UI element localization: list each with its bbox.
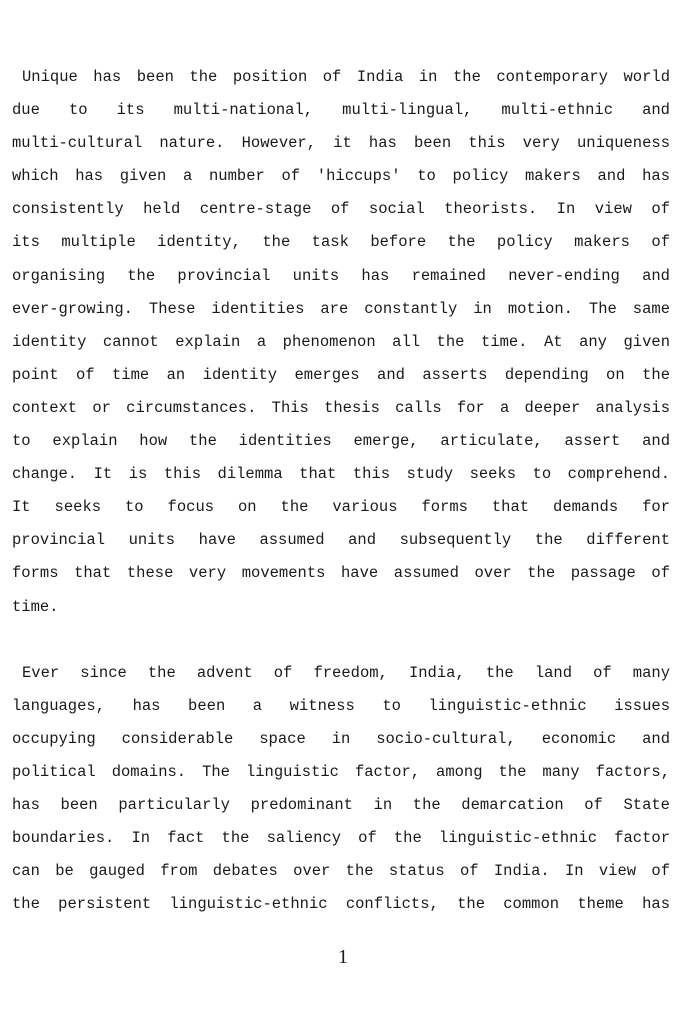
text-line: occupying considerable space in socio-cultural, economic and (12, 729, 670, 748)
text-line: Unique has been the position of India in the contemporary world (22, 68, 670, 86)
text-line: boundaries. In fact the saliency of the linguistic-ethnic factor (12, 829, 670, 848)
text-line: to explain how the identities emerge, articulate, assert and (12, 432, 670, 451)
text-line: forms that these very movements have assumed over the passage of (12, 564, 670, 583)
text-line: has been particularly predominant in the demarcation of State (12, 796, 670, 815)
text-line: time. (12, 597, 59, 616)
text-line: can be gauged from debates over the status of India. In view of (12, 862, 670, 881)
page-number: 1 (338, 946, 348, 968)
text-line: context or circumstances. This thesis calls for a deeper analysis (12, 398, 670, 417)
text-line: consistently held centre-stage of social theorists. In view of (12, 200, 670, 219)
text-line: due to its multi-national, multi-lingual, multi-ethnic and (12, 101, 670, 120)
text-line: multi-cultural nature. However, it has been this very uniqueness (12, 134, 670, 153)
text-line: identity cannot explain a phenomenon all the time. At any given (12, 332, 670, 351)
text-line: point of time an identity emerges and asserts depending on the (12, 365, 670, 384)
document-body (12, 61, 670, 921)
text-line: organising the provincial units has remained never-ending and (12, 266, 670, 285)
text-line: the persistent linguistic-ethnic conflicts, the common theme has (12, 895, 670, 914)
text-line: which has given a number of 'hiccups' to policy makers and has (12, 167, 670, 186)
text-line: political domains. The linguistic factor, among the many factors, (12, 762, 670, 781)
text-line: ever-growing. These identities are constantly in motion. The same (12, 299, 670, 318)
paragraph-1 (12, 61, 670, 624)
text-line: change. It is this dilemma that this study seeks to comprehend. (12, 465, 670, 484)
paragraph-2 (12, 657, 670, 922)
text-line: provincial units have assumed and subsequently the different (12, 531, 670, 550)
text-line: languages, has been a witness to linguistic-ethnic issues (12, 696, 670, 715)
paragraph-spacer (12, 624, 670, 657)
text-line: Ever since the advent of freedom, India, the land of many (22, 663, 670, 682)
text-line: It seeks to focus on the various forms that demands for (12, 498, 670, 517)
text-line: its multiple identity, the task before the policy makers of (12, 233, 670, 252)
